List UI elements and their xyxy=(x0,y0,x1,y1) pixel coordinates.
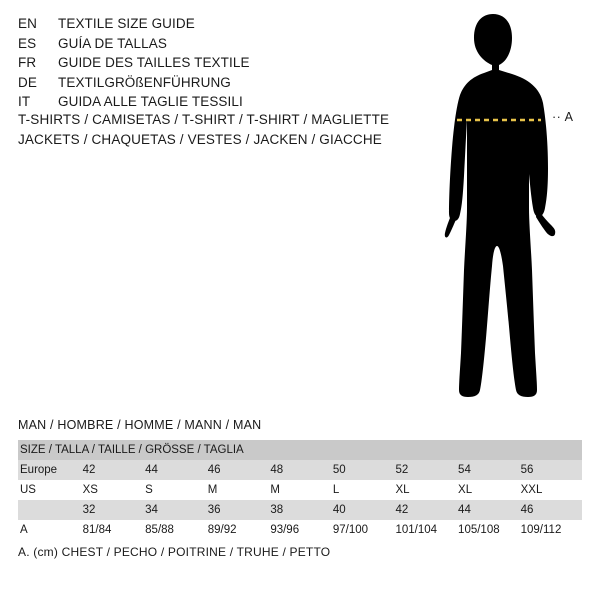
measure-label-a: ·· A xyxy=(552,110,574,124)
cell: XXL xyxy=(519,480,582,500)
row-label xyxy=(18,500,81,520)
table-header-row xyxy=(18,440,582,460)
cell: 40 xyxy=(331,500,394,520)
cell: L xyxy=(331,480,394,500)
male-silhouette-icon xyxy=(400,8,600,408)
language-title: GUIDE DES TAILLES TEXTILE xyxy=(58,55,250,70)
language-title: GUÍA DE TALLAS xyxy=(58,35,167,51)
table-header-label: SIZE / TALLA / TAILLE / GRÖSSE / TAGLIA xyxy=(18,440,582,460)
cell: 46 xyxy=(206,460,269,480)
cell: 50 xyxy=(331,460,394,480)
table-row xyxy=(18,500,582,520)
cell: 97/100 xyxy=(331,520,394,540)
language-title: TEXTILGRÖßENFÜHRUNG xyxy=(58,74,231,90)
size-table-wrapper xyxy=(18,440,582,540)
size-table xyxy=(18,440,582,540)
cell: 34 xyxy=(143,500,206,520)
language-row xyxy=(18,92,418,112)
cell: XS xyxy=(81,480,144,500)
language-row xyxy=(18,14,418,34)
cell: 38 xyxy=(268,500,331,520)
category-tshirts: T-SHIRTS / CAMISETAS / T-SHIRT / T-SHIRT / MAGLIETTE xyxy=(18,112,390,127)
language-code: IT xyxy=(18,94,31,109)
cell: 54 xyxy=(456,460,519,480)
cell: 101/104 xyxy=(393,520,456,540)
table-row xyxy=(18,480,582,500)
language-code: ES xyxy=(18,35,37,51)
language-row xyxy=(18,53,418,73)
body-figure xyxy=(400,8,600,408)
cell: 42 xyxy=(393,500,456,520)
cell: 32 xyxy=(81,500,144,520)
cell: M xyxy=(206,480,269,500)
cell: 105/108 xyxy=(456,520,519,540)
cell: 85/88 xyxy=(143,520,206,540)
language-row xyxy=(18,73,418,93)
language-title: GUIDA ALLE TAGLIE TESSILI xyxy=(58,94,243,109)
cell: 44 xyxy=(456,500,519,520)
cell: 36 xyxy=(206,500,269,520)
cell: S xyxy=(143,480,206,500)
language-code: DE xyxy=(18,74,37,90)
language-title: TEXTILE SIZE GUIDE xyxy=(58,16,195,31)
language-code: EN xyxy=(18,16,37,31)
cell: 46 xyxy=(519,500,582,520)
language-row xyxy=(18,34,418,54)
table-row xyxy=(18,520,582,540)
table-row xyxy=(18,460,582,480)
measurement-footnote: A. (cm) CHEST / PECHO / POITRINE / TRUHE / PETTO xyxy=(18,545,331,559)
category-jackets: JACKETS / CHAQUETAS / VESTES / JACKEN / GIACCHE xyxy=(18,132,382,147)
cell: 44 xyxy=(143,460,206,480)
cell: 93/96 xyxy=(268,520,331,540)
cell: XL xyxy=(456,480,519,500)
row-label: A xyxy=(18,520,81,540)
cell: 42 xyxy=(81,460,144,480)
language-code: FR xyxy=(18,55,37,70)
table-group-heading: MAN / HOMBRE / HOMME / MANN / MAN xyxy=(18,418,262,432)
cell: 89/92 xyxy=(206,520,269,540)
cell: 52 xyxy=(393,460,456,480)
language-title-list xyxy=(18,14,418,112)
cell: 56 xyxy=(519,460,582,480)
row-label: Europe xyxy=(18,460,81,480)
cell: 109/112 xyxy=(519,520,582,540)
cell: 81/84 xyxy=(81,520,144,540)
cell: M xyxy=(268,480,331,500)
cell: XL xyxy=(393,480,456,500)
row-label: US xyxy=(18,480,81,500)
cell: 48 xyxy=(268,460,331,480)
